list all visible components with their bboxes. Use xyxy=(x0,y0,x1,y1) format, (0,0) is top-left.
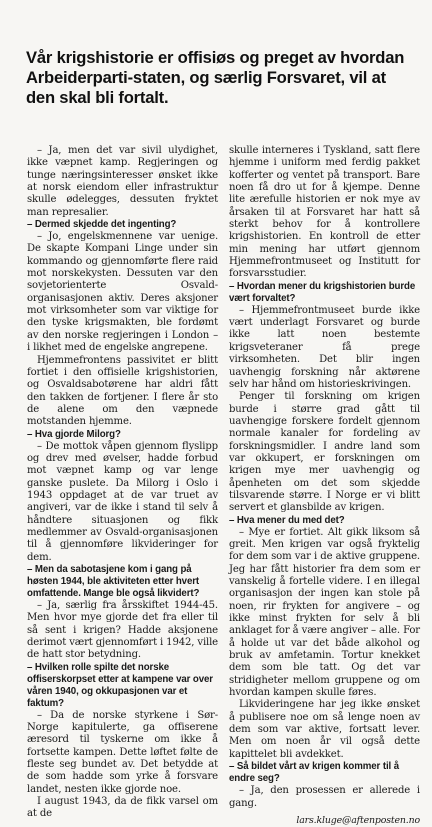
article-body xyxy=(27,145,420,826)
interview-question: – Hva mener du med det? xyxy=(229,514,345,526)
body-paragraph: skulle interneres i Tyskland, satt flere hjemme i uniform med ferdig pakket kofferter og ventet på transport. Bare noen få dro ut for å kjempe. Denne lite ærefulle historien er nok mye av årsaken til at Forsvaret har hatt så sterkt behov for å kontrollere krigshistorien. En kontroll de etter min mening har utført gjennom Hjemmefrontmuseet og Institutt for forsvarsstudier. xyxy=(229,145,420,280)
left-column xyxy=(27,145,219,820)
interview-question: – Hva gjorde Milorg? xyxy=(27,428,121,440)
body-paragraph: – Mye er fortiet. Alt gikk liksom så greit. Men krigen var også fryktelig for dem som var i de aktive gruppene. Jeg har fått historier fra dem som er vanskelig å fortelle videre. I en illegal organisasjon der ingen kan stole på noen, rir frykten for angivere – og ikke minst frykten for selv å bli anklaget for å være angiver – alle. For å holde ut var det både alkohol og bruk av amfetamin. Tortur knekket dem som ble tatt. Og det var stridigheter mellom gruppene og om hvordan kampen skulle føres. xyxy=(229,526,420,699)
interview-question: – Men da sabotasjene kom i gang på høsten 1944, ble aktiviteten etter hvert omfattende. Mange ble også likvidert? xyxy=(27,564,200,599)
body-paragraph: – Hjemmefrontmuseet burde ikke vært underlagt Forsvaret og burde ikke latt noen bestemte krigsveteraner få prege virksomheten. Det blir ingen uavhengig forskning når aktørene selv har hånd om historieskrivingen. xyxy=(229,304,420,390)
body-paragraph: – Jo, engelskmennene var uenige. De skapte Kompani Linge under sin kommando og gjennomførte flere raid mot norskekysten. Dessuten var den sovjetorienterte Osvald-organisasjonen aktiv. Deres aksjoner mot virksomheter som var viktige for den tyske krigsmakten, ble fordømt av den norske regjeringen i London – i likhet med de engelske angrepene. xyxy=(27,231,218,354)
body-paragraph: Hjemmefrontens passivitet er blitt fortiet i den offisielle krigshistorien, og Osvaldsabotørene har aldri fått den takken de fortjener. I flere år sto de alene om den væpnede motstanden hjemme. xyxy=(27,354,218,428)
body-paragraph: – Da de norske styrkene i Sør-Norge kapitulerte, ga offiserene æresord til tyskerne om ikke å fortsette kampen. Dette løftet følte de fleste seg bundet av. Det betydde at de som hadde som yrke å forsvare landet, nesten ikke gjorde noe. xyxy=(27,709,218,795)
body-paragraph: – Ja, den prosessen er allerede i gang. xyxy=(229,785,420,809)
body-paragraph: – Ja, men det var sivil ulydighet, ikke væpnet kamp. Regjeringen og tunge næringsinteresser ønsket ikke at norsk eiendom eller infrastruktur skulle ødelegges, dessuten fryktet man represalier. xyxy=(27,145,218,218)
body-paragraph: Likvideringene har jeg ikke ønsket å publisere noe om så lenge noen av dem som var aktive, fortsatt lever. Men om noen år vil også dette kapittelet bli avdekket. xyxy=(229,699,420,760)
headline: Vår krigshistorie er offisiøs og preget av hvordan Arbeiderparti-staten, og særlig Forsvaret, vil at den skal bli fortalt. xyxy=(26,48,405,107)
body-paragraph: I august 1943, da de fikk varsel om at de xyxy=(27,796,218,820)
interview-question: – Dermed skjedde det ingenting? xyxy=(27,219,177,231)
interview-question: – Hvilken rolle spilte det norske offiserskorpset etter at kampene var over våren 1940, og okkupasjonen var et faktum? xyxy=(27,661,213,709)
interview-question: – Hvordan mener du krigshistorien burde vært forvaltet? xyxy=(229,280,416,304)
body-paragraph: Penger til forskning om krigen burde i større grad gått til uavhengige forskere fordelt gjennom normale kanaler for fordeling av forskningsmidler. I andre land som var okkupert, er forskningen om krigen mye mer uavhengig og åpenheten om det som skjedde tilsvarende større. I Norge er vi blitt servert et glansbilde av krigen. xyxy=(229,391,420,514)
interview-question: – Så bildet vårt av krigen kommer til å endre seg? xyxy=(229,761,400,785)
body-paragraph: – Ja, særlig fra årsskiftet 1944-45. Men hvor mye gjorde det fra eller til så sent i krigen? Hadde aksjonene derimot vært gjennomført i 1942, ville de hatt stor betydning. xyxy=(27,600,219,661)
right-column xyxy=(229,145,420,826)
author-email: lars.kluge@aftenposten.no xyxy=(296,814,420,826)
body-paragraph: – De mottok våpen gjennom flyslipp og drev med øvelser, hadde forbud mot væpnet kamp og var lenge ganske puslete. Da Milorg i Oslo i 1943 oppdaget at de var truet av angiveri, var de ikke i stand til selv å håndtere situasjonen og fikk medlemmer av Osvald-organisasjonen til å gjennomføre likvideringer for dem. xyxy=(27,440,218,563)
